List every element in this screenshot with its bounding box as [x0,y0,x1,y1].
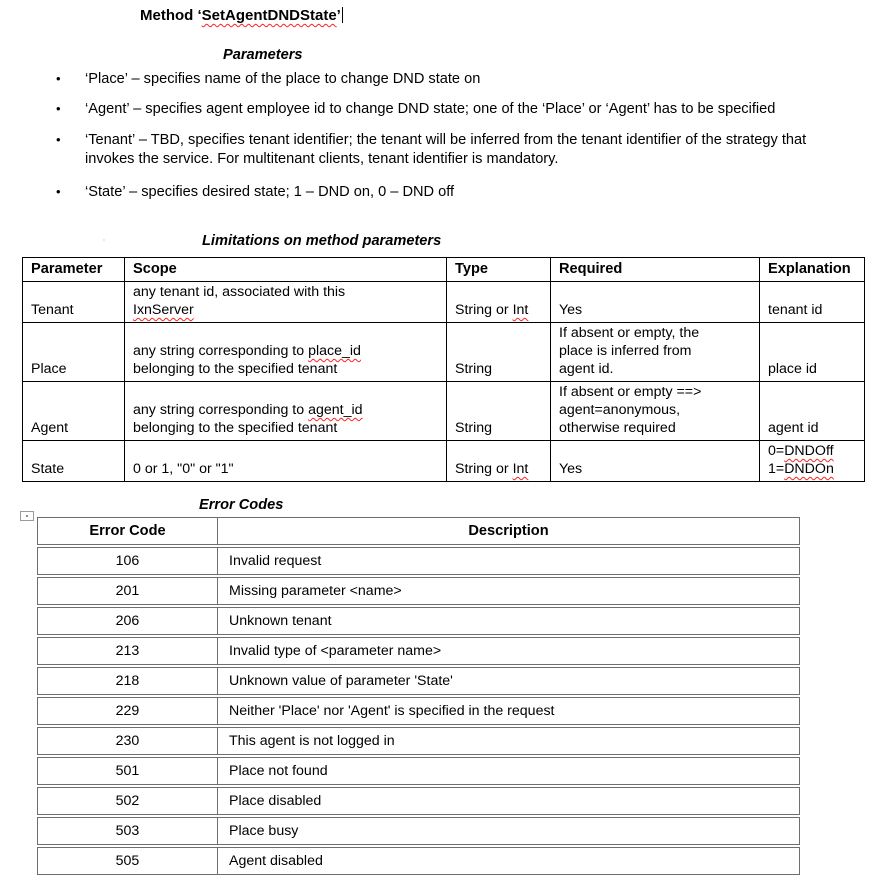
stray-mark: ' [103,238,105,249]
cell-parameter: Tenant [23,282,125,323]
error-table-row [37,637,800,665]
column-header-parameter: Parameter [23,258,125,282]
heading-limitations: Limitations on method parameters [202,233,442,249]
error-table-row [37,787,800,815]
error-table-body [37,547,800,875]
bullet-item-tenant [36,131,886,169]
error-table-row [37,547,800,575]
doc-title [140,6,343,25]
cell-scope: any string corresponding to agent_id belonging to the specified tenant [125,382,447,441]
column-header-required: Required [551,258,760,282]
error-table-row [37,817,800,845]
cell-required: Yes [551,282,760,323]
cell-required: If absent or empty ==> agent=anonymous, otherwise required [551,382,760,441]
error-table-row [37,667,800,695]
column-header-error-code: Error Code [37,517,218,545]
error-code-cell: 106 [37,547,218,575]
heading-error-codes: Error Codes [199,497,284,513]
error-code-cell: 218 [37,667,218,695]
bullet-dot-icon: • [56,101,61,116]
error-code-cell: 502 [37,787,218,815]
error-description-cell: Invalid type of <parameter name> [218,637,800,665]
error-description-cell: This agent is not logged in [218,727,800,755]
bullet-text-line1: ‘Tenant’ – TBD, specifies tenant identifier; the tenant will be inferred from the tenant identifier of the strategy that [85,132,807,148]
error-description-cell: Neither 'Place' nor 'Agent' is specified in the request [218,697,800,725]
error-description-cell: Place busy [218,817,800,845]
error-code-cell: 503 [37,817,218,845]
error-table-row [37,607,800,635]
error-table-row [37,727,800,755]
error-code-cell: 206 [37,607,218,635]
error-description-cell: Place disabled [218,787,800,815]
column-header-scope: Scope [125,258,447,282]
column-header-type: Type [447,258,551,282]
cell-explanation: place id [760,323,865,382]
cell-required: Yes [551,441,760,482]
heading-parameters: Parameters [223,47,303,63]
bullet-text: ‘Agent’ – specifies agent employee id to change DND state; one of the ‘Place’ or ‘Agent’ has to be specified [85,101,776,117]
parameters-table [22,257,865,482]
table-handle-icon[interactable] [20,511,34,521]
bullet-item-place [36,70,886,89]
cell-required: If absent or empty, the place is inferred from agent id. [551,323,760,382]
error-table-row [37,577,800,605]
error-code-cell: 505 [37,847,218,875]
cell-type: String [447,323,551,382]
error-table-row [37,757,800,785]
cell-explanation: tenant id [760,282,865,323]
error-code-cell: 201 [37,577,218,605]
bullet-text: ‘State’ – specifies desired state; 1 – DND on, 0 – DND off [85,184,455,200]
error-code-cell: 213 [37,637,218,665]
cell-parameter: Agent [23,382,125,441]
error-description-cell: Place not found [218,757,800,785]
bullet-dot-icon: • [56,71,61,86]
doc-title-suffix: ’ [336,7,341,24]
bullet-dot-icon: • [56,132,61,147]
bullet-dot-icon: • [56,184,61,199]
cell-scope: any string corresponding to place_id belonging to the specified tenant [125,323,447,382]
bullet-text-line2: invokes the service. For multitenant clients, tenant identifier is mandatory. [85,151,559,167]
error-description-cell: Agent disabled [218,847,800,875]
cell-explanation: agent id [760,382,865,441]
cell-parameter: Place [23,323,125,382]
error-table-header-row [37,517,800,545]
cell-type: String or Int [447,282,551,323]
error-code-cell: 230 [37,727,218,755]
cell-scope: 0 or 1, "0" or "1" [125,441,447,482]
error-description-cell: Missing parameter <name> [218,577,800,605]
text-caret-icon [342,7,344,23]
cell-type: String or Int [447,441,551,482]
doc-title-prefix: Method ‘ [140,7,202,24]
cell-parameter: State [23,441,125,482]
error-code-cell: 229 [37,697,218,725]
table-row-state [23,441,865,482]
error-code-cell: 501 [37,757,218,785]
method-name: SetAgentDNDState [201,7,337,24]
table-row-tenant [23,282,865,323]
bullet-item-agent [36,100,886,119]
table-row-place [23,323,865,382]
error-table-row [37,847,800,875]
error-codes-table [37,515,800,877]
column-header-description: Description [218,517,800,545]
column-header-explanation: Explanation [760,258,865,282]
cell-type: String [447,382,551,441]
cell-explanation: 0=DNDOff 1=DNDOn [760,441,865,482]
parameters-table-header-row [23,258,865,282]
error-description-cell: Unknown value of parameter 'State' [218,667,800,695]
bullet-item-state [36,183,886,202]
error-description-cell: Invalid request [218,547,800,575]
error-description-cell: Unknown tenant [218,607,800,635]
error-table-row [37,697,800,725]
cell-scope: any tenant id, associated with this IxnServer [125,282,447,323]
table-row-agent [23,382,865,441]
bullet-text: ‘Place’ – specifies name of the place to change DND state on [85,71,481,87]
